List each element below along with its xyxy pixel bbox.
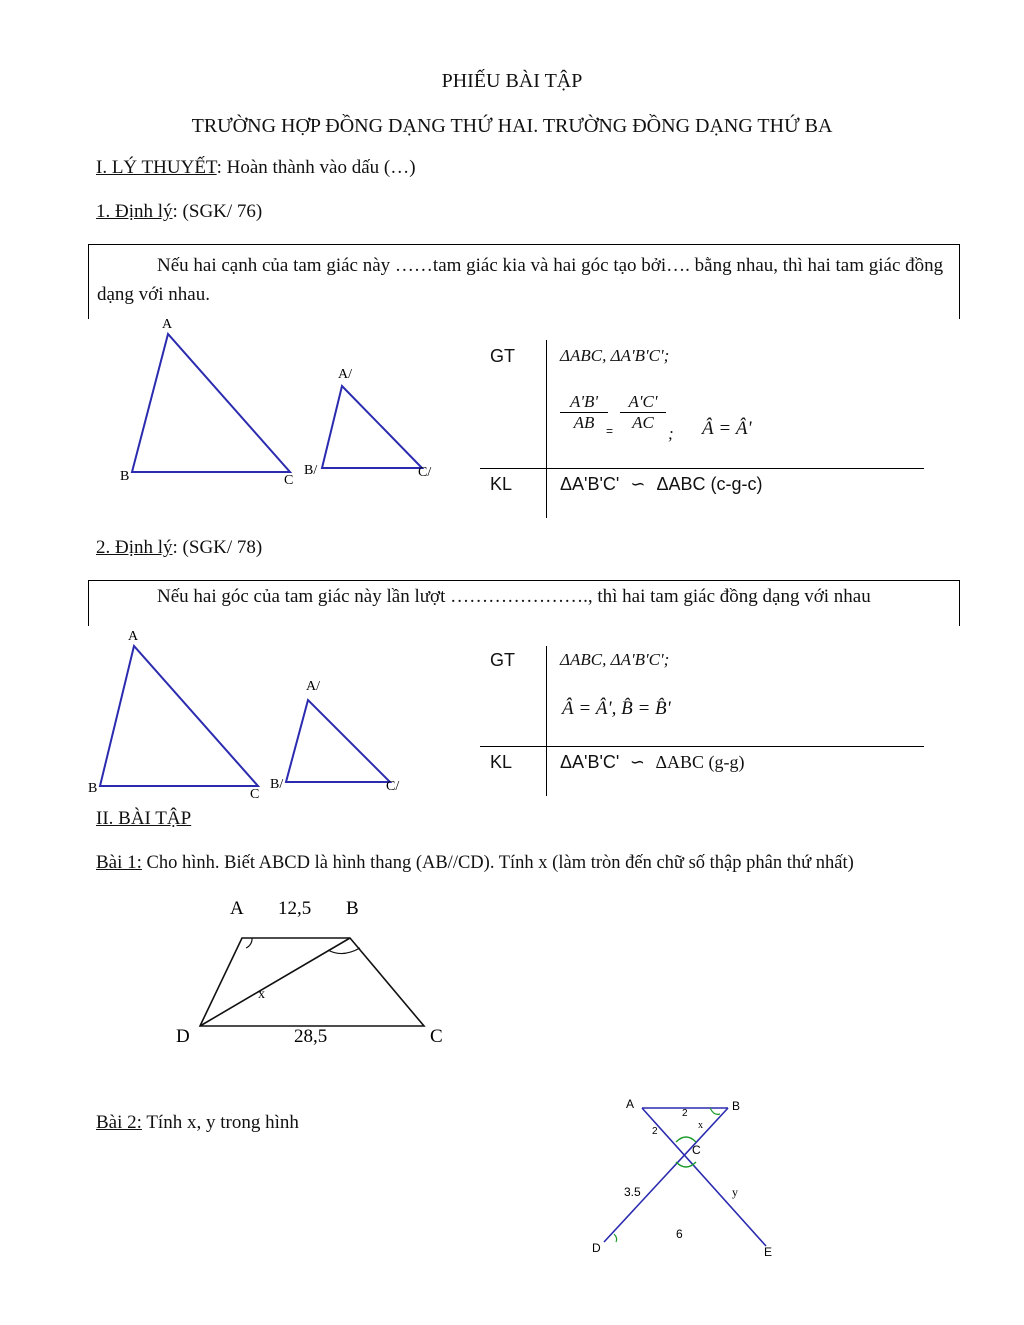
frac1 xyxy=(560,392,608,433)
theorem1-line xyxy=(96,201,262,223)
bai2-label-e: E xyxy=(764,1245,773,1259)
kl1-left: ΔA'B'C' xyxy=(560,474,620,494)
theorem1-text: Nếu hai cạnh của tam giác này ……tam giác kia và hai góc tạo bởi…. bằng nhau, thì hai tam giác đồng dạng với nhau. xyxy=(97,255,944,305)
angle-mark-c-bottom xyxy=(676,1162,696,1167)
theorem2-figure xyxy=(80,620,540,820)
bai2-label-y: y xyxy=(732,1185,738,1199)
angle-mark-a xyxy=(246,938,252,948)
bai1-label-x: x xyxy=(258,987,265,1002)
angle-mark-b xyxy=(710,1108,720,1114)
label-a: A xyxy=(162,317,173,332)
label-b-2: B xyxy=(88,781,98,796)
gt1-line1: ΔABC, ΔA'B'C'; xyxy=(560,346,670,365)
bai2-label-x: x xyxy=(698,1120,703,1131)
similar-icon: ∽ xyxy=(630,474,646,494)
diagonal-db xyxy=(200,938,350,1026)
bai1-label-a: A xyxy=(230,898,244,919)
segment-ae xyxy=(642,1108,766,1246)
label-c2: C/ xyxy=(418,465,432,480)
label-b2-2: B/ xyxy=(270,777,284,792)
bai1-label-ab: 12,5 xyxy=(278,898,312,919)
trapezoid-abcd xyxy=(200,938,424,1026)
gt2-angles: Â = Â', B̂ = B̂' xyxy=(562,698,671,719)
frac-eq: = xyxy=(606,424,614,438)
bai2-label-ab: 2 xyxy=(682,1108,688,1119)
theorem2-text: Nếu hai góc của tam giác này lần lượt …………………., thì hai tam giác đồng dạng với nhau xyxy=(157,586,871,607)
kl1-label: KL xyxy=(490,474,513,494)
theory-line xyxy=(96,157,416,179)
theorem2-gtkl xyxy=(480,646,924,796)
label-b: B xyxy=(120,469,130,484)
bai1-label-b: B xyxy=(346,898,359,919)
label-a-2: A xyxy=(128,629,139,644)
frac-semicolon: ; xyxy=(668,424,674,443)
label-c: C xyxy=(284,473,294,488)
theory-heading: I. LÝ THUYẾT xyxy=(96,157,217,178)
angle-eq-1: Â = Â' xyxy=(702,418,752,439)
bai2-text: Tính x, y trong hình xyxy=(141,1112,299,1133)
bai2-label-c: C xyxy=(692,1143,701,1157)
bai2-label-dc: 3.5 xyxy=(624,1185,641,1199)
angle-mark-c-top xyxy=(676,1137,696,1142)
segment-bd xyxy=(604,1108,728,1242)
kl2-right: ΔABC (g-g) xyxy=(655,752,745,772)
label-c-2: C xyxy=(250,787,260,802)
bai2-label-b: B xyxy=(732,1099,741,1113)
kl2-left: ΔA'B'C' xyxy=(560,752,620,772)
theorem1-heading: 1. Định lý xyxy=(96,201,173,222)
frac1-den: AB xyxy=(573,413,595,432)
similar-icon-2: ∽ xyxy=(629,752,645,772)
theorem1-gtkl xyxy=(480,340,924,518)
page-subtitle: TRƯỜNG HỢP ĐỒNG DẠNG THỨ HAI. TRƯỜNG ĐỒNG DẠNG THỨ BA xyxy=(191,115,833,137)
bai2-label-d: D xyxy=(592,1241,601,1255)
bai2-label-ac: 2 xyxy=(652,1126,658,1137)
label-c2-2: C/ xyxy=(386,779,400,794)
theory-instruction: : Hoàn thành vào dấu (…) xyxy=(216,157,416,178)
frac2-num: A'C' xyxy=(628,392,658,411)
angle-mark-d xyxy=(614,1234,617,1242)
gt2-line1: ΔABC, ΔA'B'C'; xyxy=(560,650,670,669)
triangle-a2b2c2-2 xyxy=(286,700,390,782)
bai1-label-d: D xyxy=(176,1026,190,1047)
frac2 xyxy=(620,392,666,433)
bai2-figure xyxy=(590,1092,810,1262)
bai1-figure xyxy=(170,890,470,1060)
frac1-num: A'B' xyxy=(569,392,599,411)
bai2-label-de: 6 xyxy=(676,1227,683,1241)
exercises-heading: II. BÀI TẬP xyxy=(96,808,192,829)
bai1-text: Cho hình. Biết ABCD là hình thang (AB//CD). Tính x (làm tròn đến chữ số thập phân thứ nhất) xyxy=(141,853,854,873)
theorem1-ref: : (SGK/ 76) xyxy=(172,201,263,222)
triangle-abc-2 xyxy=(100,646,258,786)
page-title: PHIẾU BÀI TẬP xyxy=(441,70,583,92)
frac2-den: AC xyxy=(632,413,654,432)
bai1-label-dc: 28,5 xyxy=(294,1026,328,1047)
kl1-right: ΔABC (c-g-c) xyxy=(656,474,763,494)
label-b2: B/ xyxy=(304,463,318,478)
bai2-label: Bài 2: xyxy=(96,1112,142,1133)
bai1-label: Bài 1: xyxy=(96,852,142,873)
theorem1-box xyxy=(88,244,960,319)
gt1-label: GT xyxy=(490,346,515,366)
theorem2-ref: : (SGK/ 78) xyxy=(172,537,263,558)
bai1-line xyxy=(96,852,854,874)
bai1-label-c: C xyxy=(430,1026,443,1047)
kl2-statement xyxy=(560,752,745,773)
kl2-label: KL xyxy=(490,752,513,772)
kl1-statement xyxy=(560,474,763,495)
bai2-label-a: A xyxy=(626,1097,635,1111)
theorem2-line xyxy=(96,537,262,559)
triangle-abc xyxy=(132,334,290,472)
bai2-line xyxy=(96,1112,299,1134)
label-a2-2: A/ xyxy=(306,679,320,694)
label-a2: A/ xyxy=(338,367,352,382)
theorem2-heading: 2. Định lý xyxy=(96,537,173,558)
triangle-a2b2c2 xyxy=(322,386,422,468)
gt2-label: GT xyxy=(490,650,515,670)
